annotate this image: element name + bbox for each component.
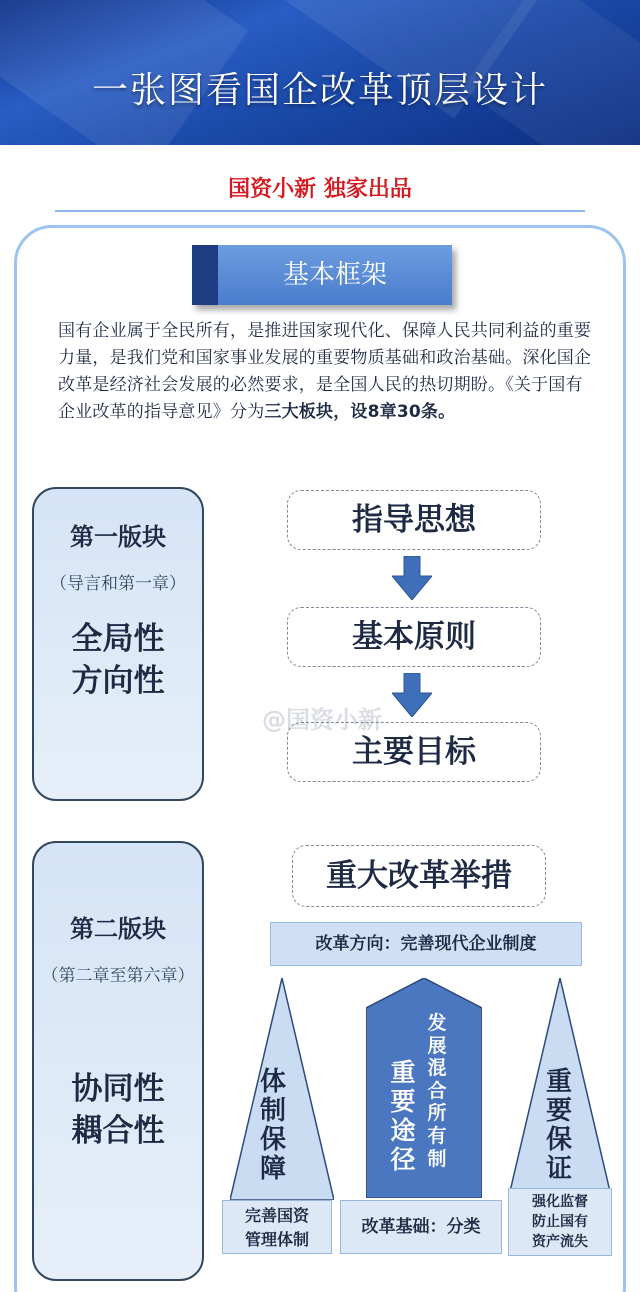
pillar-char: 体 <box>259 1067 286 1097</box>
pillar-char: 有 <box>427 1124 447 1147</box>
pillar-char: 重 <box>390 1058 416 1087</box>
reform-direction-bar: 改革方向：完善现代企业制度 <box>270 922 582 966</box>
intro-text: 国有企业属于全民所有，是推进国家现代化、保障人民共同利益的重要力量，是我们党和国家事业发展的重要物质基础和政治基础。深化国企改革是经济社会发展的必然要求，是全国人民的热切期盼。《关于国有企业改革的指导意见》分为 <box>58 321 592 422</box>
step-box: 指导思想 <box>287 490 541 550</box>
pillar-foot-left <box>222 1200 332 1254</box>
block-tag-line: 方向性 <box>71 663 165 699</box>
pillar-label-center <box>386 1058 420 1174</box>
foot-line: 防止国有 <box>532 1214 588 1230</box>
pillar-char: 证 <box>545 1154 572 1184</box>
intro-bold: 三大板块，设8章30条。 <box>264 402 456 422</box>
pillar-label-right <box>542 1068 576 1184</box>
pillar-char: 所 <box>427 1102 447 1125</box>
block-subtitle: （导言和第一章） <box>50 574 186 594</box>
foot-line: 资产流失 <box>532 1234 588 1250</box>
block-name: 第二版块 <box>70 915 166 943</box>
pillar-char: 合 <box>427 1079 447 1102</box>
block-tag-line: 协同性 <box>71 1071 165 1107</box>
byline: 国资小新 独家出品 <box>228 177 412 202</box>
pillar-char: 展 <box>427 1034 447 1057</box>
pillar-char: 障 <box>259 1154 286 1184</box>
foot-line: 强化监督 <box>532 1194 588 1210</box>
pillar-char: 重 <box>545 1067 572 1097</box>
section-title: 基本框架 <box>282 260 387 290</box>
section-banner <box>192 245 452 305</box>
divider <box>55 210 585 212</box>
pillar-char: 要 <box>390 1087 416 1116</box>
pillar-char: 制 <box>259 1096 286 1126</box>
pillar-desc-center <box>424 1012 450 1170</box>
pillar-label-left <box>256 1068 290 1184</box>
pillar-char: 制 <box>427 1147 447 1170</box>
pillar-foot-center: 改革基础：分类 <box>340 1200 502 1254</box>
step-box: 主要目标 <box>287 722 541 782</box>
step-box: 基本原则 <box>287 607 541 667</box>
pillar-char: 混 <box>427 1057 447 1080</box>
pillar-char: 保 <box>259 1125 286 1155</box>
pillar-char: 发 <box>427 1012 447 1034</box>
page-title: 一张图看国企改革顶层设计 <box>91 70 548 111</box>
reform-measures-box: 重大改革举措 <box>292 845 546 907</box>
down-arrow-icon <box>392 673 432 717</box>
foot-line: 完善国资 <box>244 1206 309 1225</box>
block-card-2 <box>32 841 204 1281</box>
header-banner <box>0 0 640 145</box>
watermark: @国资小新 <box>262 706 382 734</box>
pillar-char: 要 <box>545 1096 572 1126</box>
block-subtitle: （第二章至第六章） <box>41 966 195 986</box>
pillar-char: 径 <box>390 1145 416 1174</box>
block-card-1 <box>32 487 204 801</box>
block-tag-line: 耦合性 <box>71 1113 165 1149</box>
down-arrow-icon <box>392 556 432 600</box>
intro-paragraph <box>58 318 598 426</box>
foot-line: 管理体制 <box>244 1230 309 1249</box>
pillar-char: 保 <box>545 1125 572 1155</box>
pillar-char: 途 <box>390 1116 416 1145</box>
block-name: 第一版块 <box>70 523 166 551</box>
block-tag-line: 全局性 <box>71 621 165 657</box>
banner-tab <box>192 245 218 305</box>
pillar-foot-right <box>508 1188 612 1256</box>
